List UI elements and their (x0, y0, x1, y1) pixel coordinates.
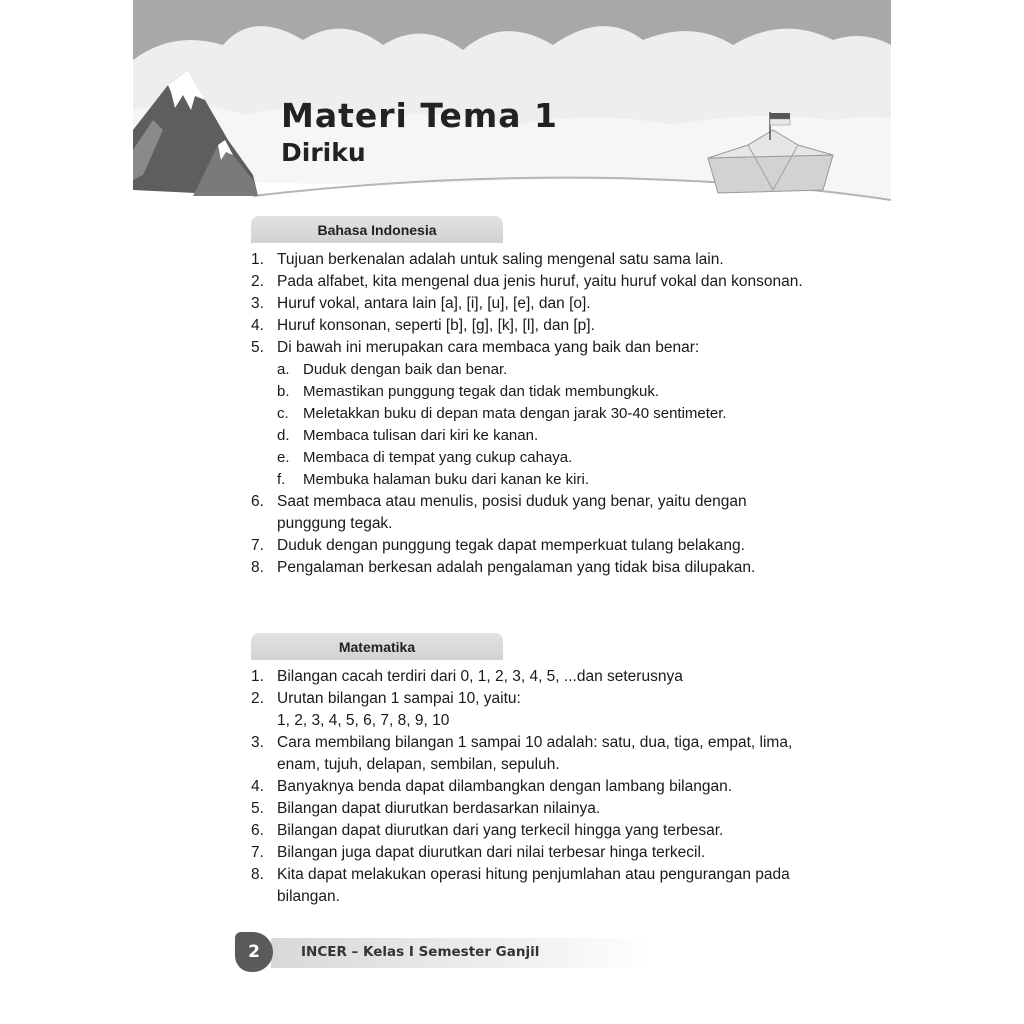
list-item: 4. Banyaknya benda dapat dilambangkan dengan lambang bilangan. (251, 778, 733, 795)
list-item: 4. Huruf konsonan, seperti [b], [g], [k], [l], dan [p]. (251, 317, 595, 334)
section-header-bahasa-indonesia: Bahasa Indonesia (251, 216, 503, 243)
list-item: 2. Urutan bilangan 1 sampai 10, yaitu: 1, 2, 3, 4, 5, 6, 7, 8, 9, 10 (251, 690, 521, 729)
list-item: 7. Duduk dengan punggung tegak dapat memperkuat tulang belakang. (251, 537, 745, 554)
list-item: 6. Saat membaca atau menulis, posisi duduk yang benar, yaitu dengan punggung tegak. (251, 493, 747, 532)
bahasa-indonesia-list (251, 249, 811, 579)
list-item: 3. Huruf vokal, antara lain [a], [i], [u], [e], dan [o]. (251, 295, 591, 312)
list-item: 1. Tujuan berkenalan adalah untuk saling mengenal satu sama lain. (251, 251, 724, 268)
list-item: 5. Bilangan dapat diurutkan berdasarkan nilainya. (251, 800, 601, 817)
sub-list (277, 359, 811, 491)
list-item: 1. Bilangan cacah terdiri dari 0, 1, 2, 3, 4, 5, ...dan seterusnya (251, 668, 683, 685)
page-number-badge: 2 (235, 932, 273, 972)
sub-list-item: f. Membuka halaman buku dari kanan ke kiri. (277, 471, 589, 488)
list-item: 8. Pengalaman berkesan adalah pengalaman yang tidak bisa dilupakan. (251, 559, 756, 576)
list-item: 6. Bilangan dapat diurutkan dari yang terkecil hingga yang terbesar. (251, 822, 724, 839)
footer-text: INCER – Kelas I Semester Ganjil (301, 944, 540, 960)
sub-list-item: e. Membaca di tempat yang cukup cahaya. (277, 449, 573, 466)
sub-list-item: a. Duduk dengan baik dan benar. (277, 361, 508, 378)
section-header-matematika: Matematika (251, 633, 503, 660)
page-footer (235, 932, 655, 976)
list-item: 2. Pada alfabet, kita mengenal dua jenis huruf, yaitu huruf vokal dan konsonan. (251, 273, 803, 290)
list-item: 8. Kita dapat melakukan operasi hitung penjumlahan atau pengurangan pada bilangan. (251, 866, 790, 905)
matematika-list (251, 666, 811, 908)
document-page (133, 0, 891, 1024)
page-title: Materi Tema 1 (281, 96, 558, 135)
list-item: 5. Di bawah ini merupakan cara membaca yang baik dan benar: a. Duduk dengan baik dan benar. b. Memastikan punggung tegak dan tidak membungkuk. c. Meletakkan buku di depan mata dengan jarak 30-40 sentimeter. d. Membaca tulisan dari kiri ke kanan. e. Membaca di tempat yang cukup cahaya. f. Membuka halaman buku dari kanan ke kiri. (251, 337, 811, 491)
number-sequence: 1, 2, 3, 4, 5, 6, 7, 8, 9, 10 (277, 712, 450, 729)
sub-list-item: c. Meletakkan buku di depan mata dengan jarak 30-40 sentimeter. (277, 405, 727, 422)
sub-list-item: b. Memastikan punggung tegak dan tidak membungkuk. (277, 383, 660, 400)
list-item: 7. Bilangan juga dapat diurutkan dari nilai terbesar hinga terkecil. (251, 844, 706, 861)
sub-list-item: d. Membaca tulisan dari kiri ke kanan. (277, 427, 539, 444)
list-item: 3. Cara membilang bilangan 1 sampai 10 adalah: satu, dua, tiga, empat, lima, enam, tujuh, delapan, sembilan, sepuluh. (251, 734, 793, 773)
page-subtitle: Diriku (281, 138, 366, 167)
